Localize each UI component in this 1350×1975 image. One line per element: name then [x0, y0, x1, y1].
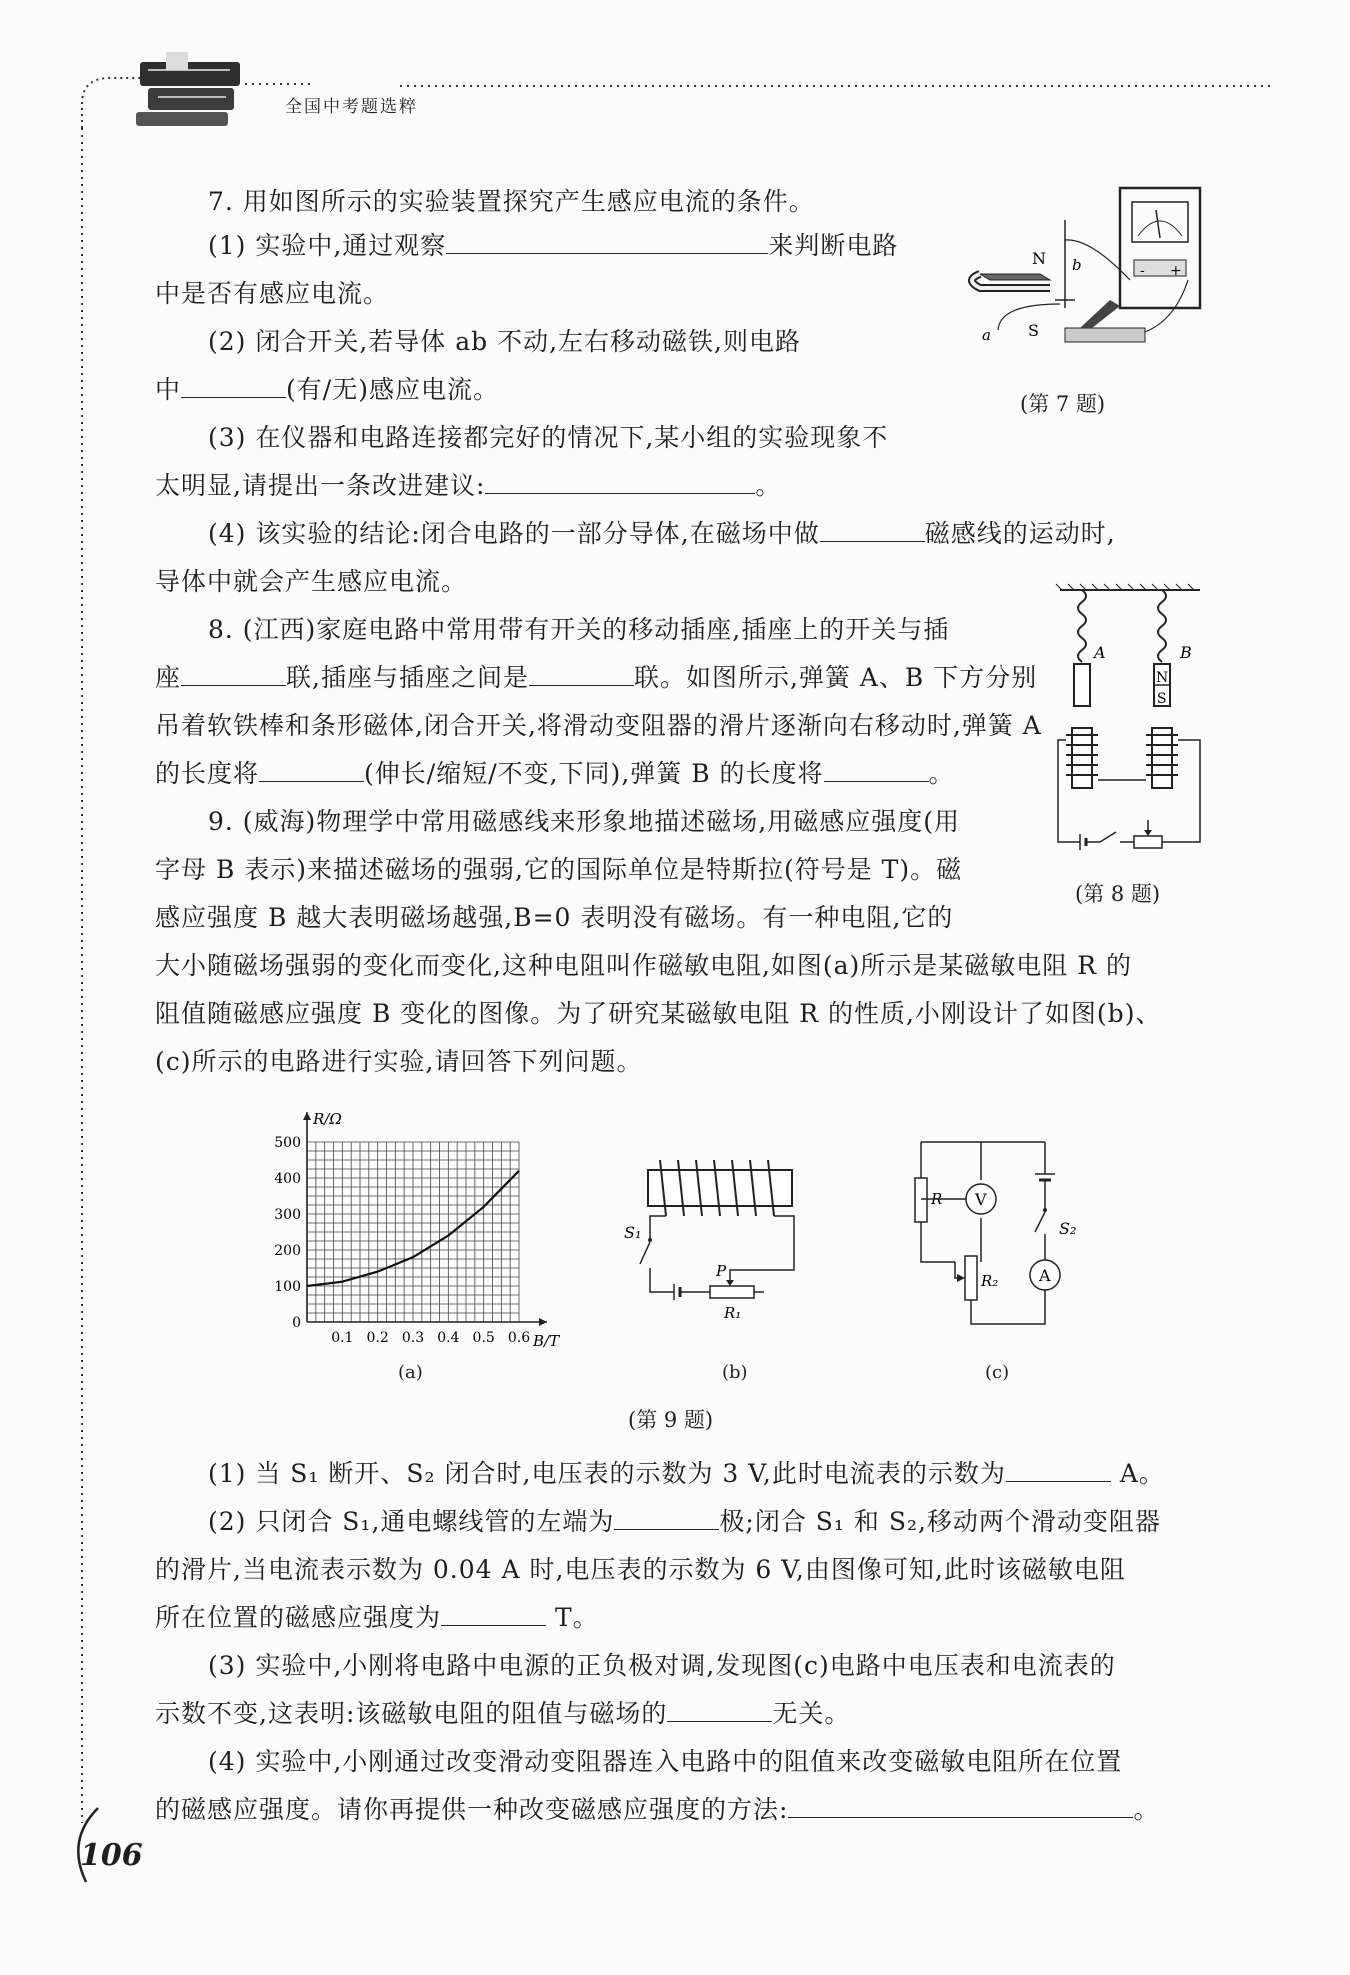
q9-line4: 大小随磁场强弱的变化而变化,这种电阻叫作磁敏电阻,如图(a)所示是某磁敏电阻 R 的 [155, 951, 1133, 980]
q9-sub3-cont: 示数不变,这表明:该磁敏电阻的阻值与磁场的 无关。 [155, 1690, 850, 1738]
answer-blank[interactable] [788, 1787, 1133, 1818]
x-tick-label: 0.4 [437, 1330, 460, 1346]
q7-part4: (4) 该实验的结论:闭合电路的一部分导体,在磁场中做 磁感线的运动时, [208, 510, 1116, 558]
q8-line3: 吊着软铁棒和条形磁体,闭合开关,将滑动变阻器的滑片逐渐向右移动时,弹簧 A [155, 711, 1042, 740]
conductor-b-label: b [1072, 256, 1082, 274]
header-title: 全国中考题选粹 [285, 97, 418, 117]
q9-figure-b [620, 1150, 850, 1330]
magnet-N-label: N [1156, 670, 1169, 686]
x-axis-label: B/T [533, 1332, 560, 1350]
q8-line4: 的长度将 (伸长/缩短/不变,下同),弹簧 B 的长度将 。 [155, 750, 955, 798]
answer-blank[interactable] [667, 1691, 772, 1722]
answer-blank[interactable] [529, 655, 634, 686]
q9-sub1: (1) 当 S₁ 断开、S₂ 闭合时,电压表的示数为 3 V,此时电流表的示数为 A。 [208, 1450, 1165, 1498]
q9-sub4-cont: 的磁感应强度。请你再提供一种改变磁感应强度的方法: 。 [155, 1786, 1159, 1834]
y-tick-label: 400 [274, 1171, 301, 1187]
q9-caption-a: (a) [398, 1362, 423, 1383]
q9-sub2-cont2: 所在位置的磁感应强度为 T。 [155, 1594, 599, 1642]
q7-part1: (1) 实验中,通过观察 来判断电路 [208, 222, 898, 270]
q9-caption-b: (b) [722, 1362, 748, 1383]
x-axis-arrow [539, 1318, 547, 1326]
magnet-S-label: S [1157, 691, 1167, 707]
spring-B-label: B [1180, 643, 1192, 662]
book-stack-icon [136, 52, 240, 126]
q9-caption-c: (c) [985, 1362, 1010, 1383]
q8-line2: 座 联,插座与插座之间是 联。如图所示,弹簧 A、B 下方分别 [155, 654, 1037, 702]
q7-figure [960, 180, 1210, 380]
answer-blank[interactable] [614, 1499, 719, 1530]
answer-blank[interactable] [259, 751, 364, 782]
answer-blank[interactable] [1006, 1451, 1111, 1482]
q9-line3: 感应强度 B 越大表明磁场越强,B=0 表明没有磁场。有一种电阻,它的 [155, 903, 954, 932]
q9-line2: 字母 B 表示)来描述磁场的强弱,它的国际单位是特斯拉(符号是 T)。磁 [155, 855, 963, 884]
q9-sub2: (2) 只闭合 S₁,通电螺线管的左端为 极;闭合 S₁ 和 S₂,移动两个滑动变阻器 [208, 1498, 1161, 1546]
rheostat-R1-label: R₁ [724, 1304, 742, 1322]
answer-blank[interactable] [820, 511, 925, 542]
q7-stem: 7. 用如图所示的实验装置探究产生感应电流的条件。 [208, 187, 815, 216]
header-decoration [70, 40, 1300, 130]
q7-part1-cont: 中是否有感应电流。 [155, 279, 390, 308]
q7-part3-cont: 太明显,请提出一条改进建议: 。 [155, 462, 781, 510]
voltmeter-V-label: V [975, 1190, 987, 1209]
q9-line6: (c)所示的电路进行实验,请回答下列问题。 [155, 1047, 643, 1076]
slider-P-label: P [716, 1262, 727, 1280]
x-tick-label: 0.3 [401, 1330, 425, 1346]
page-number: 106 [80, 1838, 143, 1873]
y-tick-label: 200 [274, 1243, 301, 1259]
y-tick-label: 300 [274, 1207, 301, 1223]
magnet-N-label: N [1032, 249, 1046, 268]
y-tick-label: 0 [292, 1315, 301, 1331]
q7-part2: (2) 闭合开关,若导体 ab 不动,左右移动磁铁,则电路 [208, 327, 802, 356]
q7-caption: (第 7 题) [1020, 392, 1106, 416]
switch-S1-label: S₁ [624, 1223, 642, 1242]
answer-blank[interactable] [441, 1595, 546, 1626]
y-tick-label: 500 [274, 1135, 301, 1151]
q9-figure-c [895, 1130, 1095, 1340]
y-axis-label: R/Ω [313, 1110, 342, 1128]
q7-part3: (3) 在仪器和电路连接都完好的情况下,某小组的实验现象不 [208, 423, 889, 452]
ammeter-A-label: A [1039, 1266, 1051, 1285]
q7-part2-cont: 中 (有/无)感应电流。 [155, 366, 499, 414]
q9-chart-a [262, 1100, 572, 1360]
x-tick-label: 0.1 [331, 1330, 354, 1346]
q9-sub3: (3) 实验中,小刚将电路中电源的正负极对调,发现图(c)电路中电压表和电流表的 [208, 1651, 1116, 1680]
resistor-R-label: R [931, 1190, 943, 1208]
q9-caption: (第 9 题) [628, 1408, 714, 1432]
q8-line1: 8. (江西)家庭电路中常用带有开关的移动插座,插座上的开关与插 [208, 615, 950, 644]
x-tick-label: 0.2 [366, 1330, 389, 1346]
answer-blank[interactable] [824, 751, 929, 782]
answer-blank[interactable] [446, 223, 768, 254]
rheostat-R2-label: R₂ [981, 1272, 999, 1290]
q9-line1: 9. (威海)物理学中常用磁感线来形象地描述磁场,用磁感应强度(用 [208, 807, 961, 836]
q8-caption: (第 8 题) [1075, 882, 1161, 906]
switch-S2-label: S₂ [1059, 1219, 1077, 1238]
meter-plus-label: + [1170, 263, 1182, 279]
q9-sub4: (4) 实验中,小刚通过改变滑动变阻器连入电路中的阻值来改变磁敏电阻所在位置 [208, 1747, 1123, 1776]
meter-minus-label: - [1140, 263, 1145, 279]
answer-blank[interactable] [181, 367, 286, 398]
answer-blank[interactable] [181, 655, 286, 686]
y-tick-label: 100 [274, 1279, 301, 1295]
q9-sub2-cont1: 的滑片,当电流表示数为 0.04 A 时,电压表的示数为 6 V,由图像可知,此时该磁敏电阻 [155, 1555, 1126, 1584]
spring-A-label: A [1094, 643, 1106, 662]
x-tick-label: 0.6 [507, 1330, 531, 1346]
q9-line5: 阻值随磁感应强度 B 变化的图像。为了研究某磁敏电阻 R 的性质,小刚设计了如图(b)、 [155, 999, 1162, 1028]
y-axis-arrow [303, 1112, 311, 1120]
conductor-a-label: a [982, 326, 991, 344]
q8-figure [1050, 580, 1210, 870]
answer-blank[interactable] [485, 463, 755, 494]
margin-line [78, 128, 88, 1828]
x-tick-label: 0.5 [472, 1330, 495, 1346]
magnet-S-label: S [1028, 321, 1039, 340]
q7-part4-cont: 导体中就会产生感应电流。 [155, 567, 468, 596]
